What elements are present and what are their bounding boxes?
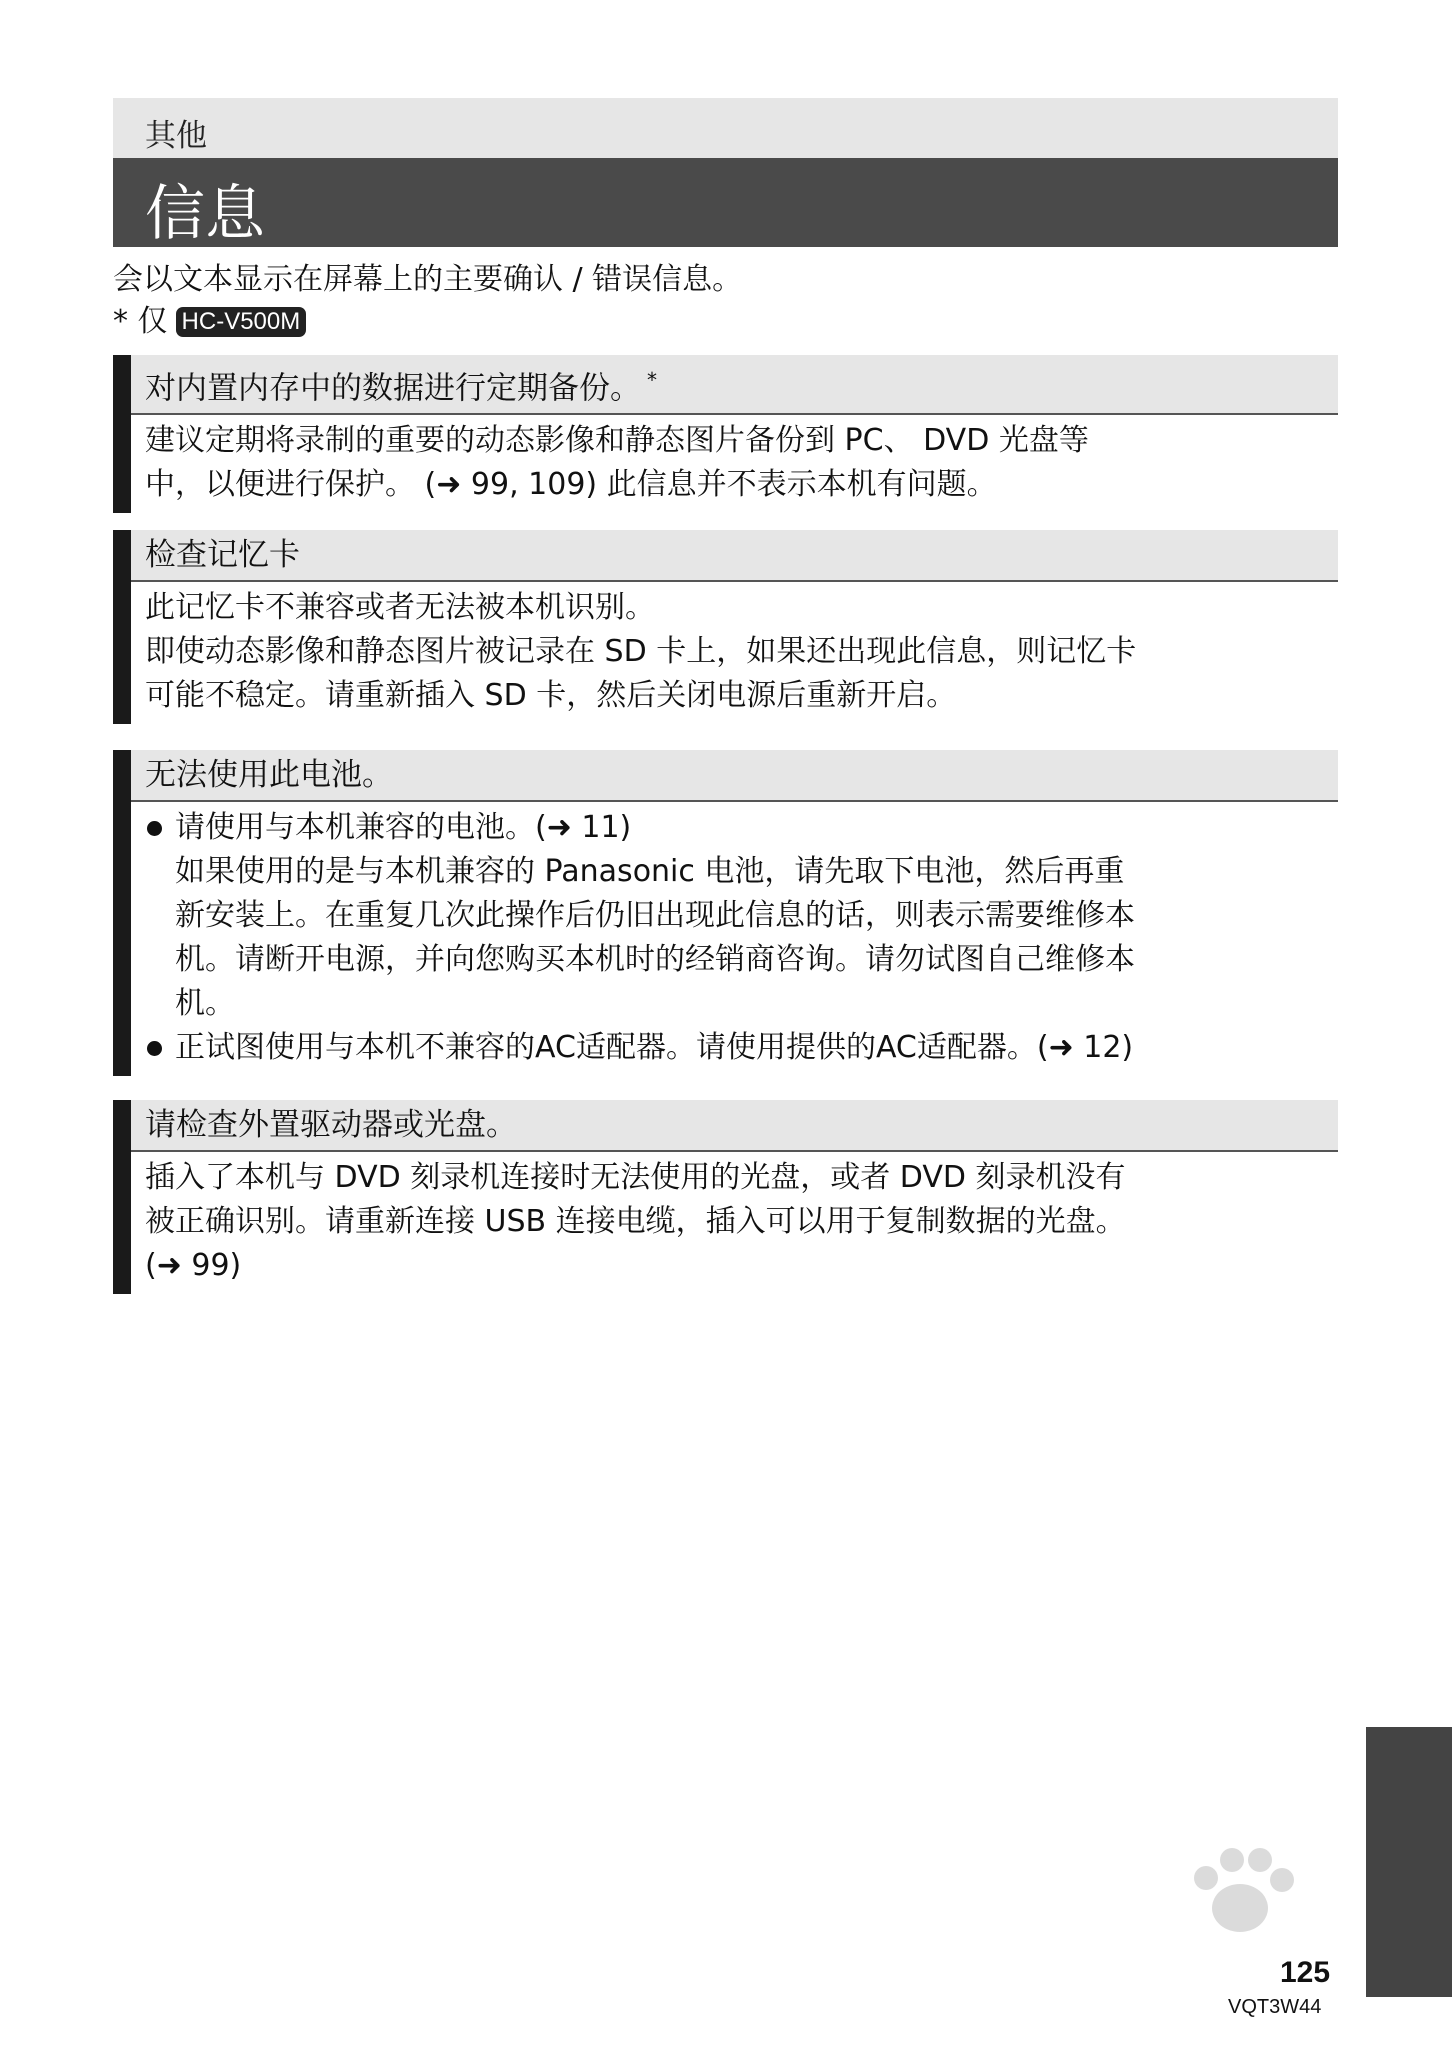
message-body: 插入了本机与 DVD 刻录机连接时无法使用的光盘，或者 DVD 刻录机没有 被正确识别。请重新连接 USB 连接电缆，插入可以用于复制数据的光盘。 (➜ 99) [145, 1160, 1126, 1283]
model-badge: HC-V500M [176, 307, 307, 337]
message-title [131, 355, 1338, 415]
page-number: 125 [1280, 1956, 1331, 1989]
note-prefix: * 仅 [113, 304, 168, 339]
title-band [113, 158, 1338, 247]
footnote-mark: * [647, 368, 657, 392]
message-title: 请检查外置驱动器或光盘。 [131, 1100, 1338, 1152]
message-body: 建议定期将录制的重要的动态影像和静态图片备份到 PC、 DVD 光盘等 中，以便进行保护。 (➜ 99, 109) 此信息并不表示本机有问题。 [145, 423, 1089, 503]
model-note [113, 300, 306, 344]
section-header-band [113, 98, 1338, 158]
side-tab [1366, 1727, 1452, 1997]
message-block-battery [113, 750, 1338, 1076]
bullet-item: 正试图使用与本机不兼容的AC适配器。请使用提供的AC适配器。(➜ 12) [145, 1026, 1338, 1070]
section-label: 其他 [145, 118, 207, 154]
message-body: 此记忆卡不兼容或者无法被本机识别。 即使动态影像和静态图片被记录在 SD 卡上，如果还出现此信息，则记忆卡 可能不稳定。请重新插入 SD 卡，然后关闭电源后重新开启。 [145, 590, 1137, 713]
message-title-text: 对内置内存中的数据进行定期备份。 [145, 370, 641, 407]
message-body [131, 802, 1338, 1076]
message-block-external-drive [113, 1100, 1338, 1294]
page-title: 信息 [145, 179, 265, 249]
bullet-item: 请使用与本机兼容的电池。(➜ 11) 如果使用的是与本机兼容的 Panasonic 电池，请先取下电池，然后再重 新安装上。在重复几次此操作后仍旧出现此信息的话，则表示需要维修本 机。请断开电源，并向您购买本机时的经销商咨询。请勿试图自己维修本 机。 [145, 806, 1338, 1026]
document-code: VQT3W44 [1228, 1996, 1322, 2018]
intro-text: 会以文本显示在屏幕上的主要确认 / 错误信息。 [113, 262, 743, 297]
message-block-backup [113, 355, 1338, 513]
paw-icon [1194, 1848, 1294, 1932]
message-title: 检查记忆卡 [131, 530, 1338, 582]
message-title: 无法使用此电池。 [131, 750, 1338, 802]
message-block-memory-card [113, 530, 1338, 724]
